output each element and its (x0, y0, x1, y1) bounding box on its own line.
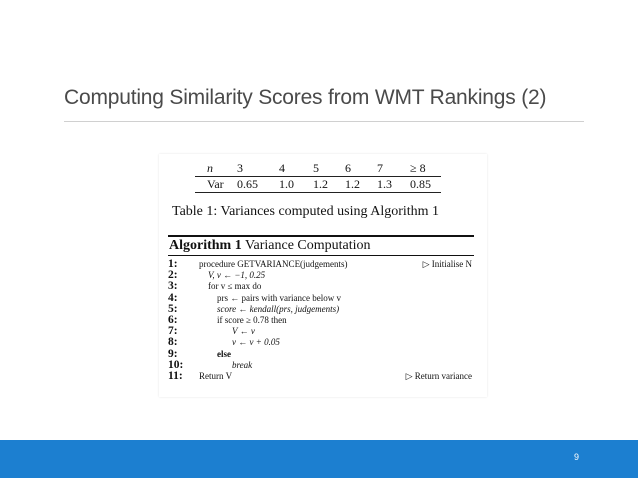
line-number: 9: (168, 347, 178, 360)
line-code: V ← v (232, 326, 255, 337)
line-code: Return V (199, 370, 233, 381)
table-cell: 1.0 (279, 177, 294, 191)
algorithm-line (168, 304, 474, 315)
page-number: 9 (573, 452, 579, 462)
algorithm-line (168, 349, 474, 360)
table-header-cell: 6 (345, 161, 351, 175)
line-code: score ← kendall(prs, judgements) (217, 303, 340, 314)
line-code: prs ← pairs with variance below v (217, 292, 341, 303)
line-number: 10: (168, 358, 184, 371)
algorithm-header (168, 237, 474, 255)
line-comment: ▷ Return variance (405, 370, 472, 381)
line-code: for v ≤ max do (208, 281, 262, 292)
algorithm-line (168, 270, 474, 281)
line-number: 5: (168, 302, 178, 315)
algorithm-label: Algorithm 1 (169, 238, 242, 253)
algorithm-line (168, 259, 474, 270)
title-divider (64, 121, 584, 122)
paper-figure-image (159, 154, 487, 397)
line-comment: ▷ Initialise N (422, 259, 472, 269)
line-code: if score ≥ 0.78 then (217, 314, 287, 325)
slide-title: Computing Similarity Scores from WMT Rankings (2) (64, 86, 547, 109)
table-rule (195, 192, 441, 193)
line-code: else (217, 348, 231, 359)
algorithm-name: Variance Computation (244, 238, 371, 253)
line-number: 3: (168, 280, 178, 293)
algorithm-line (168, 371, 474, 382)
algorithm-line (168, 293, 474, 304)
line-code: procedure GETVARIANCE(judgements) (199, 259, 348, 269)
line-code: V, v ← −1, 0.25 (208, 270, 266, 281)
table-cell: 1.2 (345, 177, 360, 191)
line-number: 1: (168, 258, 178, 270)
footer-band (0, 440, 638, 478)
line-number: 7: (168, 325, 178, 338)
line-number: 4: (168, 291, 178, 304)
table-header-cell: ≥ 8 (410, 161, 426, 175)
table-header-cell: n (207, 161, 213, 175)
line-code: v ← v + 0.05 (232, 337, 280, 348)
algorithm-header-rule (168, 255, 474, 256)
table-header-cell: 3 (237, 161, 243, 175)
algorithm-lines (168, 259, 474, 382)
algorithm-line (168, 281, 474, 292)
algorithm-line (168, 337, 474, 348)
table-header-cell: 5 (313, 161, 319, 175)
table-header-cell: 7 (377, 161, 383, 175)
line-number: 11: (168, 369, 183, 382)
table-cell: 1.2 (313, 177, 328, 191)
algorithm-line (168, 360, 474, 371)
variance-table-header-row (195, 161, 441, 175)
table-caption: Table 1: Variances computed using Algorithm 1 (172, 204, 440, 219)
table-cell: Var (207, 177, 224, 191)
line-number: 6: (168, 313, 178, 326)
line-number: 2: (168, 269, 178, 282)
algorithm-line (168, 315, 474, 326)
table-cell: 0.65 (237, 177, 258, 191)
algorithm-line (168, 326, 474, 337)
table-cell: 1.3 (377, 177, 392, 191)
algorithm-box (168, 235, 474, 382)
line-code: break (232, 359, 253, 370)
variance-table (195, 161, 441, 191)
table-cell: 0.85 (410, 177, 431, 191)
line-number: 8: (168, 336, 178, 349)
variance-table-value-row (195, 177, 441, 191)
table-header-cell: 4 (279, 161, 285, 175)
